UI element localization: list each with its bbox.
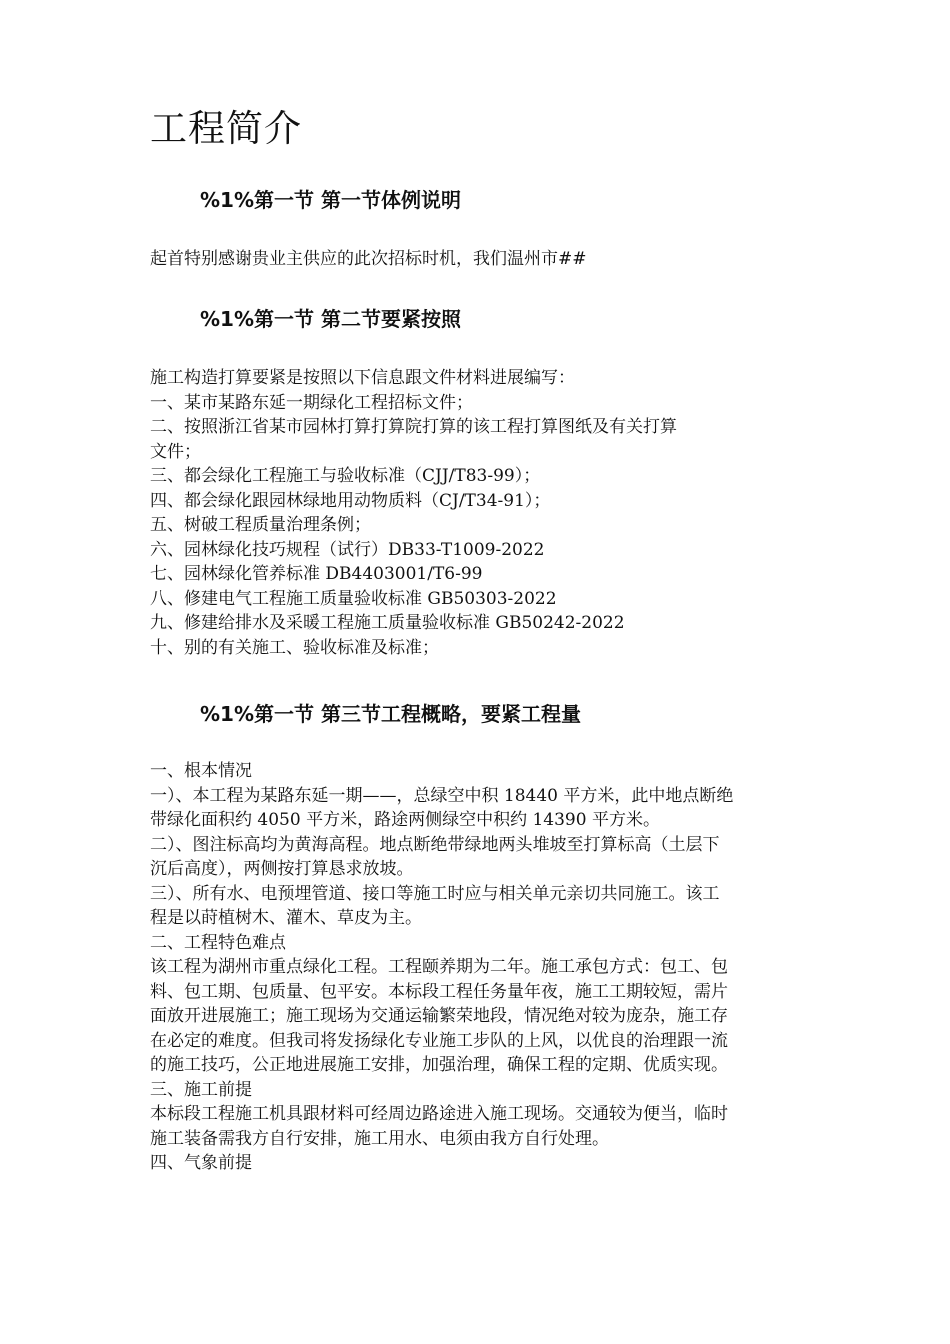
body-line: 十、别的有关施工、验收标准及标准； xyxy=(150,637,439,658)
body-line: 施工构造打算要紧是按照以下信息跟文件材料进展编写： xyxy=(150,368,575,388)
section-heading-3: %1%第一节 第三节工程概略，要紧工程量 xyxy=(200,702,581,726)
body-line: 二、工程特色难点 xyxy=(150,932,286,953)
section-heading-1: %1%第一节 第一节体例说明 xyxy=(200,188,461,212)
body-line: 面放开进展施工；施工现场为交通运输繁荣地段，情况绝对较为庞杂，施工存 xyxy=(150,1006,728,1026)
body-line: 四、气象前提 xyxy=(150,1153,252,1173)
body-line: 二、按照浙江省某市园林打算打算院打算的该工程打算图纸及有关打算 xyxy=(150,417,677,437)
body-line: 七、园林绿化管养标准 DB4403001/T6-99 xyxy=(150,564,483,584)
body-line: 施工装备需我方自行安排，施工用水、电须由我方自行处理。 xyxy=(150,1128,609,1149)
body-line: 本标段工程施工机具跟材料可经周边路途进入施工现场。交通较为便当，临时 xyxy=(150,1104,728,1124)
body-line: 三）、所有水、电预埋管道、接口等施工时应与相关单元亲切共同施工。该工 xyxy=(150,883,720,904)
section-body-3 xyxy=(150,759,802,1176)
body-line: 一）、本工程为某路东延一期——，总绿空中积 18440 平方米，此中地点断绝 xyxy=(150,785,734,806)
body-line: 起首特别感谢贵业主供应的此次招标时机，我们温州市## xyxy=(150,249,587,269)
body-line: 六、园林绿化技巧规程（试行）DB33-T1009-2022 xyxy=(150,539,545,560)
body-line: 三、都会绿化工程施工与验收标准（CJJ/T83-99）； xyxy=(150,466,541,486)
body-line: 九、修建给排水及采暖工程施工质量验收标准 GB50242-2022 xyxy=(150,613,625,633)
body-line: 二）、图注标高均为黄海高程。地点断绝带绿地两头堆坡至打算标高（土层下 xyxy=(150,834,720,855)
section-body-1 xyxy=(150,247,802,272)
body-line: 料、包工期、包质量、包平安。本标段工程任务量年夜，施工工期较短，需片 xyxy=(150,981,728,1002)
body-line: 四、都会绿化跟园林绿地用动物质料（CJ/T34-91）； xyxy=(150,490,551,511)
section-body-2 xyxy=(150,366,802,660)
body-line: 该工程为湖州市重点绿化工程。工程颐养期为二年。施工承包方式：包工、包 xyxy=(150,957,728,977)
body-line: 文件； xyxy=(150,441,201,462)
body-line: 八、修建电气工程施工质量验收标准 GB50303-2022 xyxy=(150,588,557,609)
body-line: 在必定的难度。但我司将发扬绿化专业施工步队的上风，以优良的治理跟一流 xyxy=(150,1030,728,1051)
body-line: 三、施工前提 xyxy=(150,1079,252,1100)
body-line: 一、根本情况 xyxy=(150,761,252,781)
body-line: 程是以莳植树木、灌木、草皮为主。 xyxy=(150,908,422,928)
document-title: 工程简介 xyxy=(150,107,302,150)
body-line: 五、树破工程质量治理条例； xyxy=(150,515,371,535)
section-heading-2: %1%第一节 第二节要紧按照 xyxy=(200,307,461,331)
body-line: 沉后高度），两侧按打算恳求放坡。 xyxy=(150,859,414,879)
body-line: 一、某市某路东延一期绿化工程招标文件； xyxy=(150,392,473,413)
body-line: 带绿化面积约 4050 平方米，路途两侧绿空中积约 14390 平方米。 xyxy=(150,810,660,830)
body-line: 的施工技巧，公正地进展施工安排，加强治理，确保工程的定期、优质实现。 xyxy=(150,1055,728,1075)
